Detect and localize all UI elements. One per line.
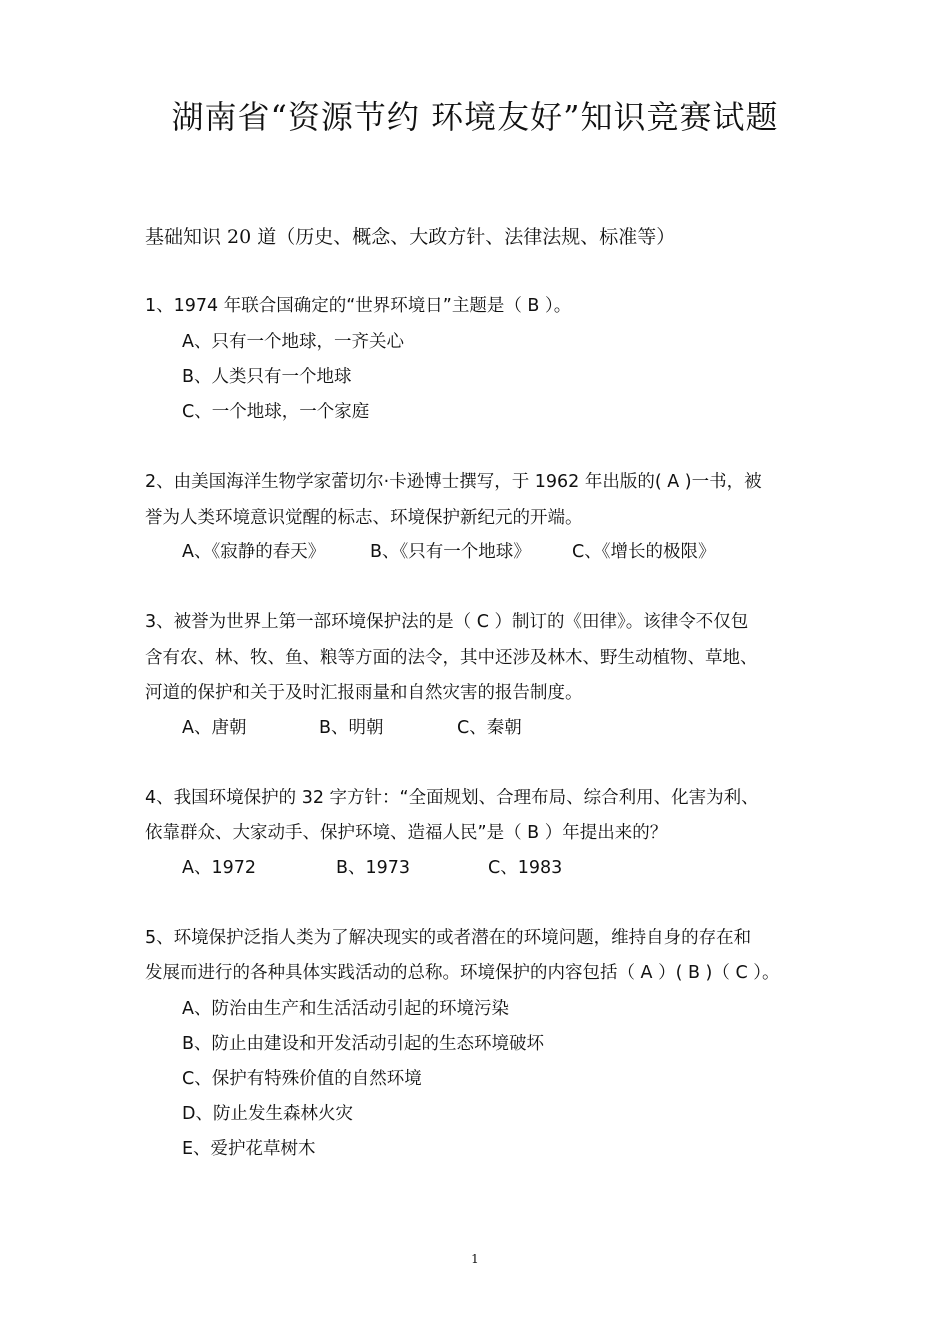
- question-3-option-b: B、明朝: [319, 718, 384, 738]
- question-2-option-b: B、《只有一个地球》: [370, 542, 531, 562]
- question-3-text-line-1: 3、被誉为世界上第一部环境保护法的是（ C ）制订的《田律》。该律令不仅包: [145, 612, 749, 632]
- question-4-text-line-2: 依靠群众、大家动手、保护环境、造福人民”是（ B ）年提出来的？: [145, 823, 668, 843]
- question-4-option-a: A、1972: [182, 858, 257, 878]
- question-2-option-c: C、《增长的极限》: [572, 542, 716, 562]
- document-title: 湖南省“资源节约 环境友好”知识竞赛试题: [171, 98, 779, 136]
- question-1-option-b: B、人类只有一个地球: [182, 367, 352, 387]
- question-4-option-c: C、1983: [488, 858, 563, 878]
- question-1-text: 1、1974 年联合国确定的“世界环境日”主题是（ B ）。: [145, 296, 572, 316]
- question-3-option-c: C、秦朝: [457, 718, 522, 738]
- question-5-text-line-2: 发展而进行的各种具体实践活动的总称。环境保护的内容包括（ A ）( B )（ C ）。: [145, 963, 780, 983]
- question-2-text-line-2: 誉为人类环境意识觉醒的标志、环境保护新纪元的开端。: [145, 508, 583, 528]
- question-4-option-b: B、1973: [336, 858, 411, 878]
- question-3-text-line-3: 河道的保护和关于及时汇报雨量和自然灾害的报告制度。: [145, 683, 583, 703]
- question-2-option-a: A、《寂静的春天》: [182, 542, 326, 562]
- question-3-option-a: A、唐朝: [182, 718, 247, 738]
- page-number: 1: [471, 1252, 479, 1266]
- question-3-text-line-2: 含有农、林、牧、鱼、粮等方面的法令，其中还涉及林木、野生动植物、草地、: [145, 648, 758, 668]
- question-5-option-c: C、保护有特殊价值的自然环境: [182, 1069, 422, 1089]
- question-1-option-a: A、只有一个地球，一齐关心: [182, 332, 404, 352]
- question-4-text-line-1: 4、我国环境保护的 32 字方针：“全面规划、合理布局、综合利用、化害为利、: [145, 788, 759, 808]
- question-5-option-a: A、防治由生产和生活活动引起的环境污染: [182, 999, 509, 1019]
- question-5-text-line-1: 5、环境保护泛指人类为了解决现实的或者潜在的环境问题，维持自身的存在和: [145, 928, 752, 948]
- question-5-option-e: E、爱护花草树木: [182, 1139, 316, 1159]
- question-5-option-d: D、防止发生森林火灾: [182, 1104, 353, 1124]
- question-2-text-line-1: 2、由美国海洋生物学家蕾切尔·卡逊博士撰写，于 1962 年出版的( A )一书，被: [145, 472, 762, 492]
- question-5-option-b: B、防止由建设和开发活动引起的生态环境破坏: [182, 1034, 545, 1054]
- question-1-option-c: C、一个地球，一个家庭: [182, 402, 370, 422]
- section-heading: 基础知识 20 道（历史、概念、大政方针、法律法规、标准等）: [145, 226, 676, 248]
